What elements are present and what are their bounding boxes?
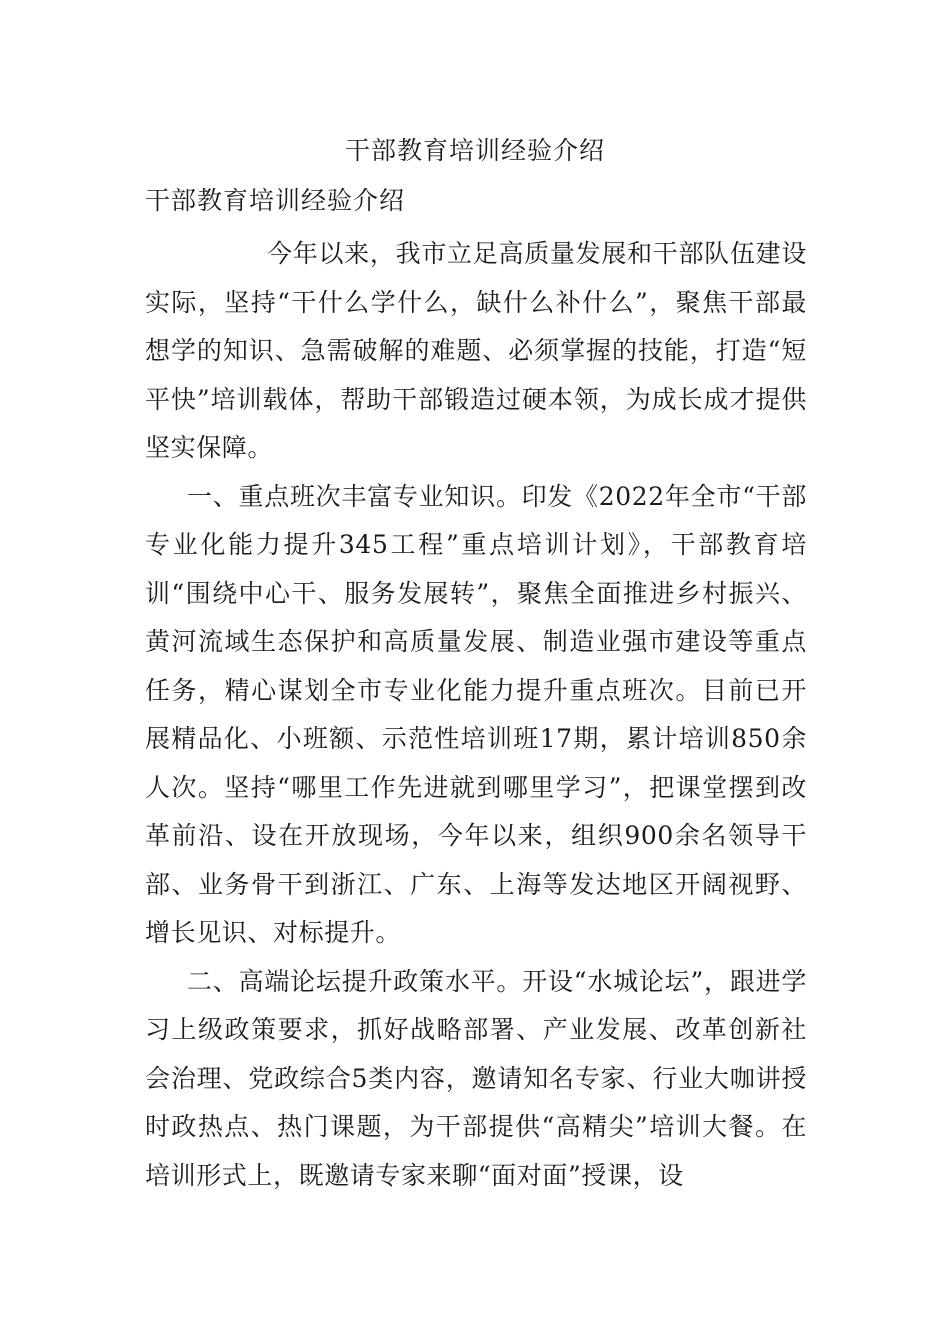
section-two-paragraph: 二、高端论坛提升政策水平。开设“水城论坛”，跟进学习上级政策要求，抓好战略部署、产业发展、改革创新社会治理、党政综合5类内容，邀请知名专家、行业大咖讲授时政热点、热门课题，为干部提供“高精尖”培训大餐。在培训形式上，既邀请专家来聊“面对面”授课，设 (145, 966, 807, 1190)
intro-paragraph: 今年以来，我市立足高质量发展和干部队伍建设实际，坚持“干什么学什么，缺什么补什么”，聚焦干部最想学的知识、急需破解的难题、必须掌握的技能，打造“短平快”培训载体，帮助干部锻造过硬本领，为成长成才提供坚实保障。 (145, 239, 807, 462)
document-body (145, 230, 807, 1200)
section-one-paragraph: 一、重点班次丰富专业知识。印发《2022年全市“干部专业化能力提升345工程”重点培训计划》，干部教育培训“围绕中心干、服务发展转”，聚焦全面推进乡村振兴、黄河流域生态保护和高质量发展、制造业强市建设等重点任务，精心谋划全市专业化能力提升重点班次。目前已开展精品化、小班额、示范性培训班17期，累计培训850余人次。坚持“哪里工作先进就到哪里学习”，把课堂摆到改革前沿、设在开放现场，今年以来，组织900余名领导干部、业务骨干到浙江、广东、上海等发达地区开阔视野、增长见识、对标提升。 (145, 481, 807, 947)
document-title: 干部教育培训经验介绍 (344, 136, 605, 165)
document-subtitle: 干部教育培训经验介绍 (145, 186, 406, 215)
